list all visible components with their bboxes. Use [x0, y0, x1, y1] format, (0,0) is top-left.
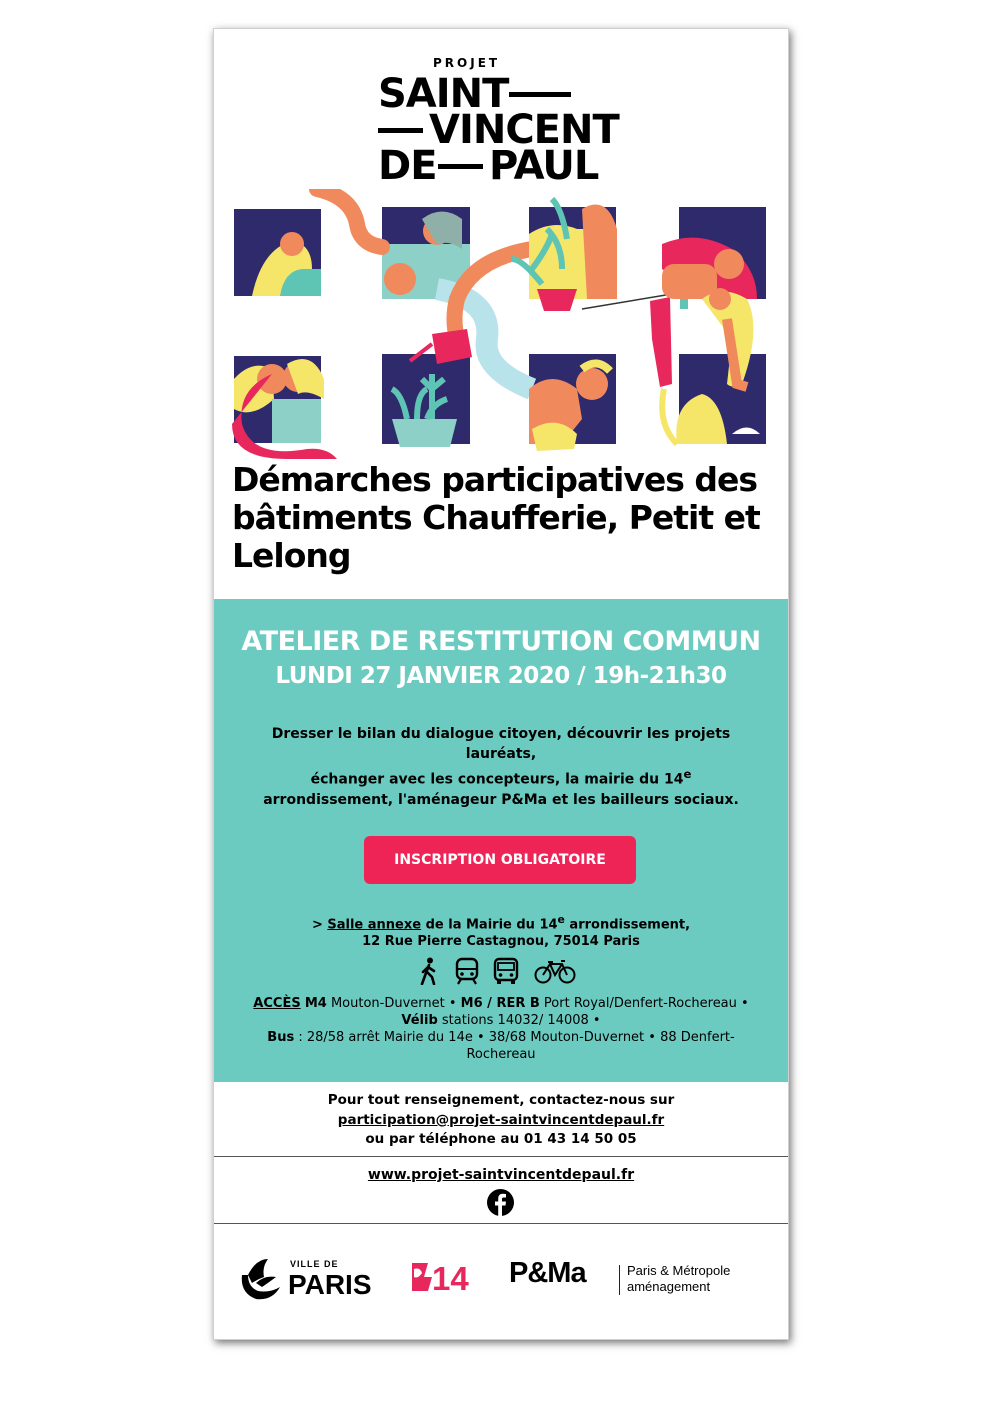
access-info: ACCÈS M4 Mouton-Duvernet • M6 / RER B Port Royal/Denfert-Rochereau • Vélib stations 14032/ 14008 • Bus : 28/58 arrêt Mairie du 14e • 38/68 Mouton-Duvernet • 88 Denfert-Rochereau: [253, 996, 749, 1062]
facebook-icon[interactable]: [487, 1189, 514, 1216]
logo-line-3b: PAUL: [489, 143, 599, 189]
logo-projet: PROJET: [433, 56, 501, 70]
logo-line-3a: DE: [378, 143, 437, 189]
event-date: LUNDI 27 JANVIER 2020 / 19h-21h30: [275, 663, 727, 689]
paris-ship-icon: [234, 1253, 284, 1303]
event-description: [239, 724, 763, 810]
transport-icons: [419, 957, 583, 987]
venue-link[interactable]: Salle annexe: [327, 917, 422, 933]
bike-icon: [534, 959, 576, 989]
page-title: Démarches participatives des bâtiments Chaufferie, Petit et Lelong: [232, 460, 760, 575]
register-button[interactable]: INSCRIPTION OBLIGATOIRE: [364, 836, 636, 884]
bus-icon: [492, 957, 520, 989]
train-icon: [454, 957, 480, 989]
ville-de-paris-logo: VILLE DE PARIS: [232, 1249, 382, 1309]
desc-line: arrondissement, l'aménageur P&Ma et les bailleurs sociaux.: [263, 791, 739, 808]
pma-logo: P&Ma Paris & Métropole aménagement: [509, 1257, 731, 1294]
svg-text:14: 14: [432, 1260, 469, 1295]
mairie-14-logo: [410, 1259, 470, 1295]
walk-icon: [419, 957, 439, 989]
logo-line-1: SAINT: [378, 71, 509, 117]
desc-line: échanger avec les concepteurs, la mairie du 14e: [310, 767, 692, 788]
contact-info: Pour tout renseignement, contactez-nous sur participation@projet-saintvincentdepaul.fr ou par téléphone au 01 43 14 50 05: [327, 1092, 675, 1147]
logo-line-2: VINCENT: [429, 107, 619, 153]
logo-dash: [509, 92, 571, 97]
event-address: > Salle annexe de la Mairie du 14e arrondissement, 12 Rue Pierre Castagnou, 75014 Paris: [311, 913, 691, 950]
logo-dash: [378, 128, 423, 133]
project-logo: [214, 29, 788, 189]
desc-line: Dresser le bilan du dialogue citoyen, découvrir les projets lauréats,: [271, 726, 731, 762]
divider: [214, 1156, 788, 1157]
logo-dash: [438, 164, 483, 169]
website-link[interactable]: www.projet-saintvincentdepaul.fr: [367, 1167, 635, 1183]
newsletter-card: [213, 28, 789, 1340]
event-title: ATELIER DE RESTITUTION COMMUN: [241, 626, 761, 657]
windows-illustration: [232, 189, 772, 459]
divider: [214, 1223, 788, 1224]
contact-email-link[interactable]: participation@projet-saintvincentdepaul.fr: [337, 1111, 665, 1128]
